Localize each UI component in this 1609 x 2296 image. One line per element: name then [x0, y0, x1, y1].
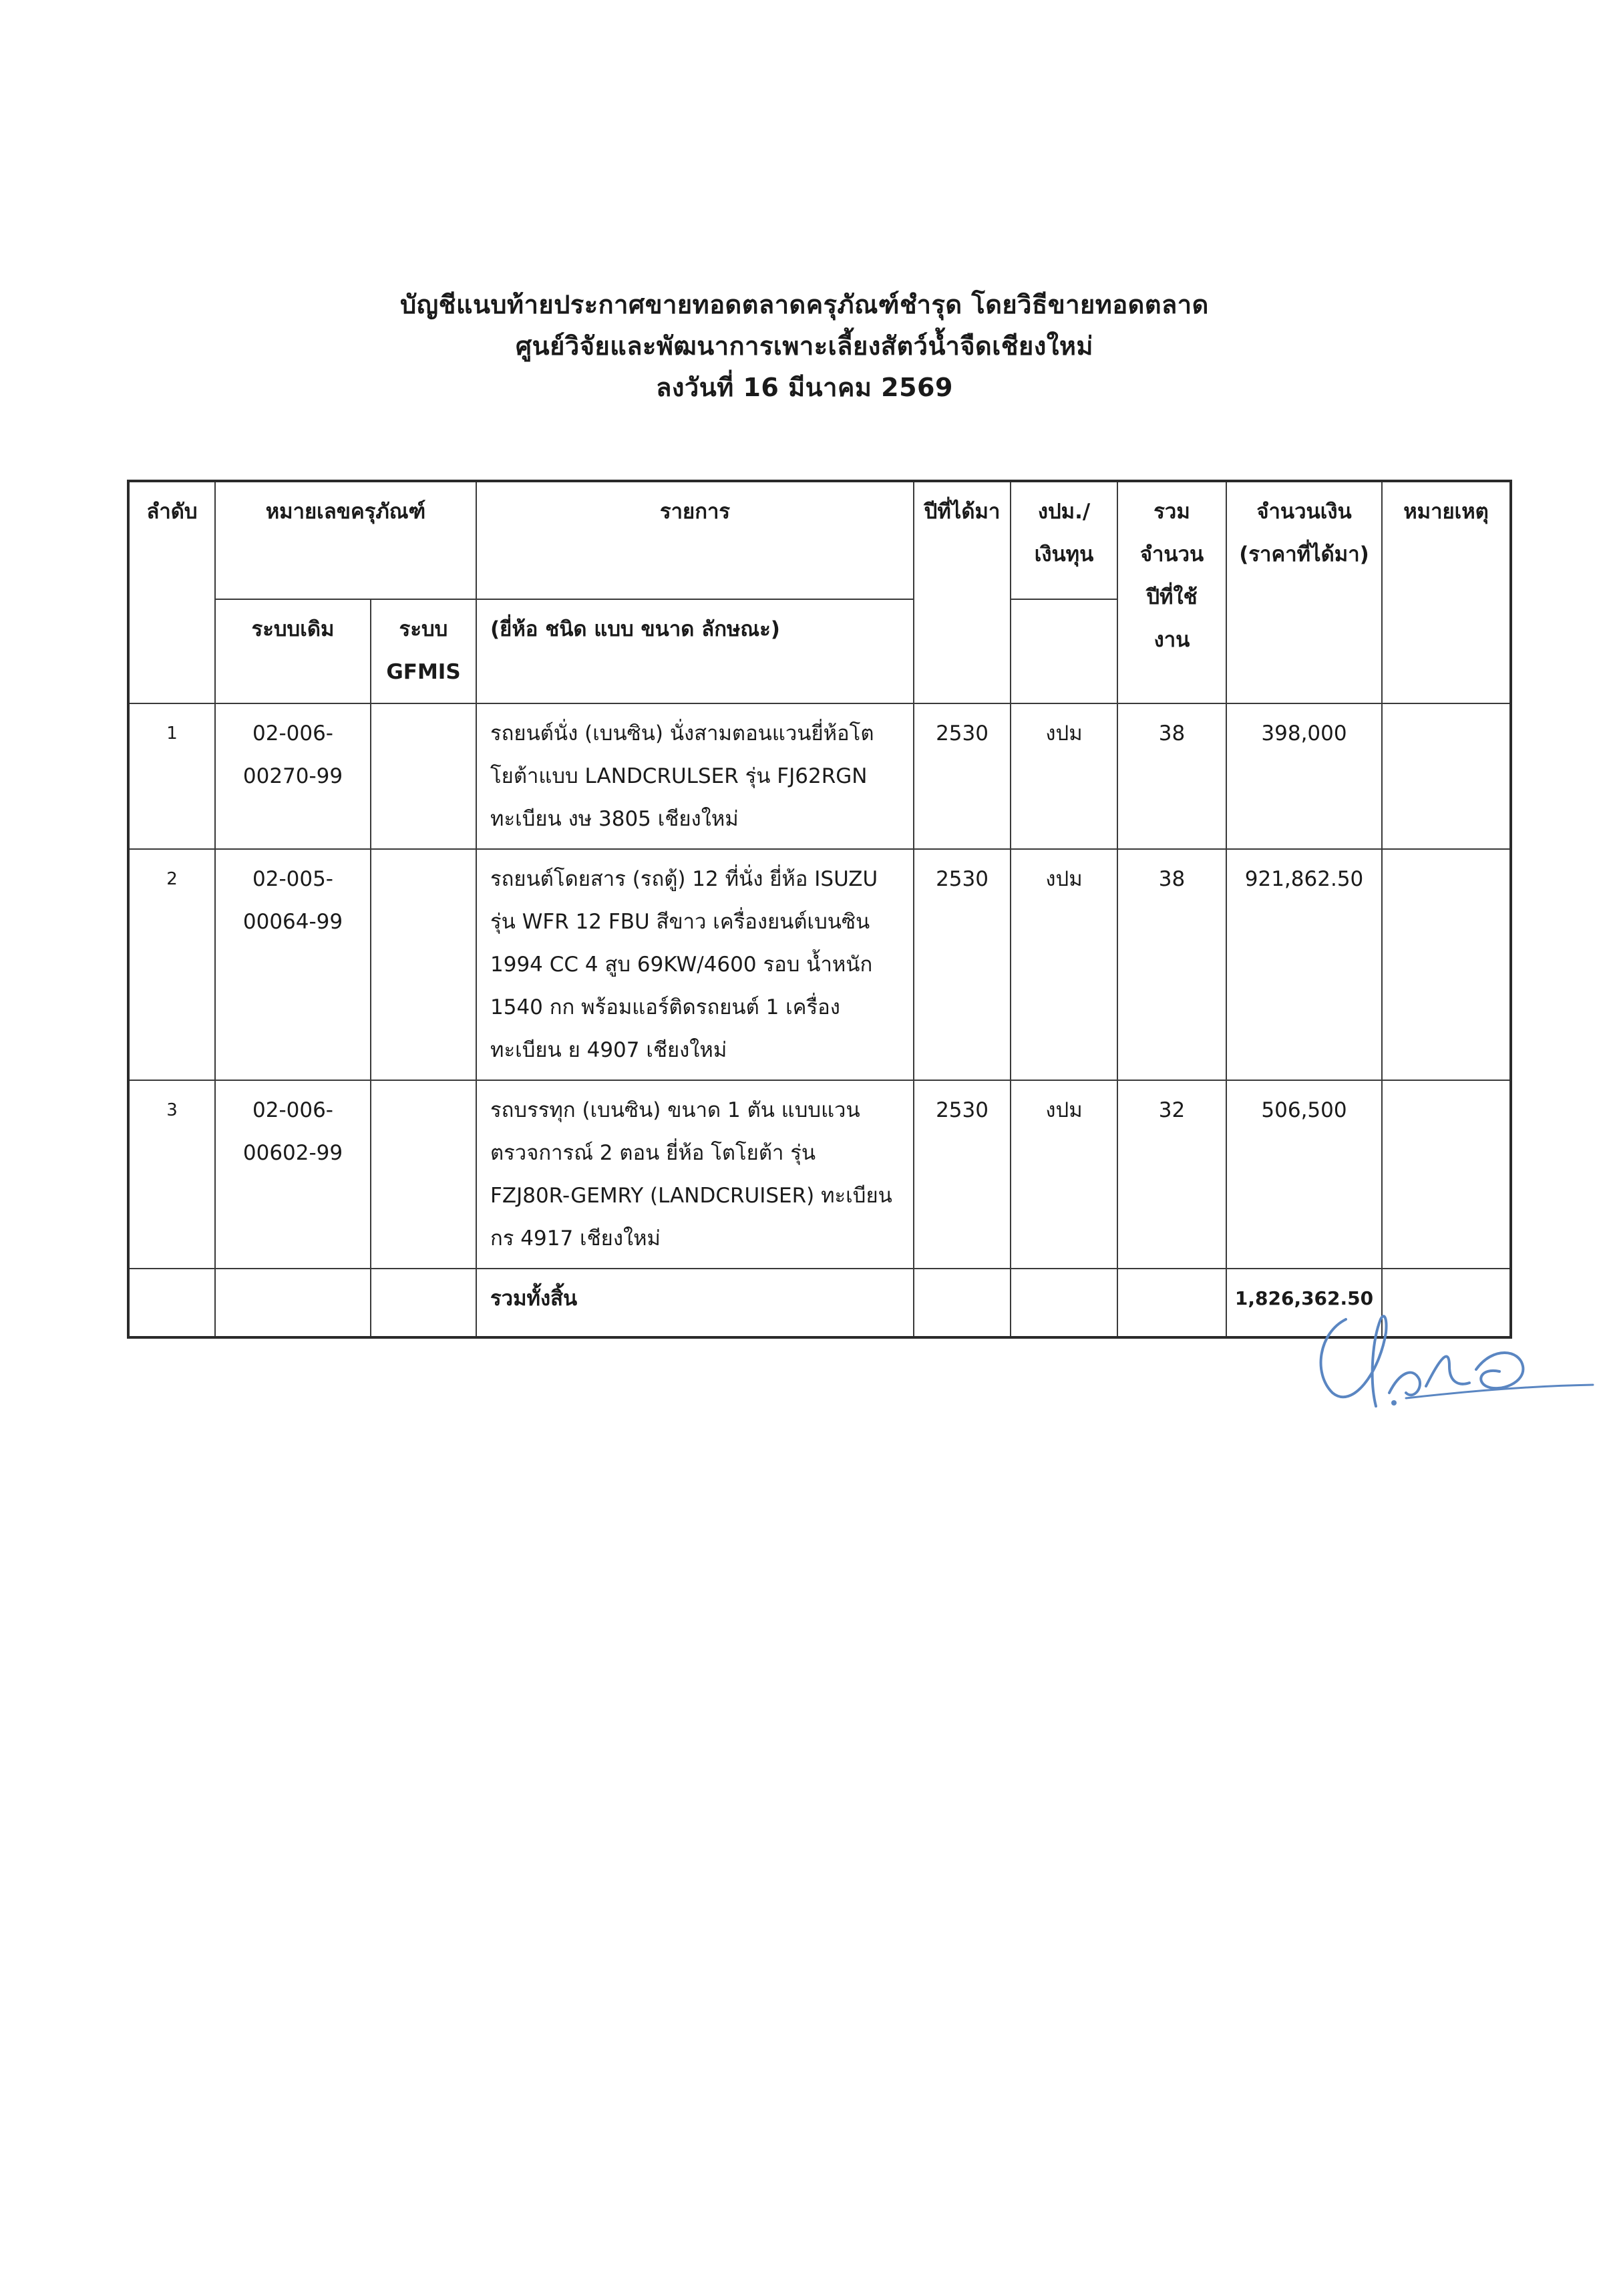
row-asset-no	[215, 849, 371, 1080]
title-line-3: ลงวันที่ 16 มีนาคม 2569	[656, 373, 953, 402]
row-years-used: 38	[1117, 703, 1226, 849]
total-label: รวมทั้งสิ้น	[476, 1269, 914, 1337]
row-amount: 921,862.50	[1226, 849, 1382, 1080]
header-row-top	[128, 481, 1511, 599]
header-budget	[1011, 481, 1117, 599]
desc-line: โยต้าแบบ LANDCRULSER รุ่น FJ62RGN	[490, 764, 868, 788]
asset-no-part1: 02-005-	[252, 867, 333, 891]
table-row	[128, 703, 1511, 849]
row-year: 2530	[914, 1080, 1011, 1269]
total-amount: 1,826,362.50	[1226, 1269, 1382, 1337]
total-empty-years	[1117, 1269, 1226, 1337]
row-seq: 2	[128, 849, 215, 1080]
row-amount: 398,000	[1226, 703, 1382, 849]
desc-line: รุ่น WFR 12 FBU สีขาว เครื่องยนต์เบนซิน	[490, 910, 870, 934]
header-item: รายการ	[476, 481, 914, 599]
row-gfmis	[371, 703, 476, 849]
header-amount	[1226, 481, 1382, 703]
header-seq: ลำดับ	[128, 481, 215, 703]
total-row	[128, 1269, 1511, 1337]
row-remark	[1382, 703, 1511, 849]
asset-no-part1: 02-006-	[252, 721, 333, 746]
header-gfmis	[371, 599, 476, 703]
row-description	[476, 1080, 914, 1269]
title-line-1: บัญชีแนบท้ายประกาศขายทอดตลาดครุภัณฑ์ชำรุด โดยวิธีขายทอดตลาด	[400, 290, 1209, 319]
row-description	[476, 849, 914, 1080]
table-row	[128, 849, 1511, 1080]
row-budget: งปม	[1011, 703, 1117, 849]
header-old-system: ระบบเดิม	[215, 599, 371, 703]
row-seq: 3	[128, 1080, 215, 1269]
row-gfmis	[371, 1080, 476, 1269]
header-item-detail: (ยี่ห้อ ชนิด แบบ ขนาด ลักษณะ)	[476, 599, 914, 703]
total-empty-seq	[128, 1269, 215, 1337]
asset-no-part2: 00602-99	[242, 1141, 343, 1165]
desc-line: รถบรรทุก (เบนซิน) ขนาด 1 ตัน แบบแวน	[490, 1098, 860, 1122]
row-description	[476, 703, 914, 849]
header-gfmis-line2: GFMIS	[386, 660, 461, 684]
desc-line: ทะเบียน งษ 3805 เชียงใหม่	[490, 807, 739, 831]
asset-no-part1: 02-006-	[252, 1098, 333, 1122]
header-years-line3: ปีที่ใช้	[1146, 585, 1198, 609]
row-gfmis	[371, 849, 476, 1080]
row-budget: งปม	[1011, 849, 1117, 1080]
total-empty-gfmis	[371, 1269, 476, 1337]
desc-line: กร 4917 เชียงใหม่	[490, 1226, 661, 1251]
header-year: ปีที่ได้มา	[914, 481, 1011, 703]
row-budget: งปม	[1011, 1080, 1117, 1269]
desc-line: ทะเบียน ย 4907 เชียงใหม่	[490, 1038, 727, 1062]
desc-line: FZJ80R-GEMRY (LANDCRUISER) ทะเบียน	[490, 1184, 892, 1208]
total-empty-budget	[1011, 1269, 1117, 1337]
header-remark: หมายเหตุ	[1382, 481, 1511, 703]
header-gfmis-line1: ระบบ	[399, 617, 448, 641]
document-title	[0, 284, 1609, 408]
asset-no-part2: 00064-99	[242, 910, 343, 934]
title-line-2: ศูนย์วิจัยและพัฒนาการเพาะเลี้ยงสัตว์น้ำจืดเชียงใหม่	[516, 331, 1093, 361]
signature-image	[1306, 1293, 1600, 1426]
row-year: 2530	[914, 849, 1011, 1080]
desc-line: 1994 CC 4 สูบ 69KW/4600 รอบ น้ำหนัก	[490, 953, 873, 977]
desc-line: รถยนต์โดยสาร (รถตู้) 12 ที่นั่ง ยี่ห้อ ISUZU	[490, 867, 878, 891]
row-year: 2530	[914, 703, 1011, 849]
row-remark	[1382, 849, 1511, 1080]
header-budget-empty	[1011, 599, 1117, 703]
row-seq: 1	[128, 703, 215, 849]
table-row	[128, 1080, 1511, 1269]
desc-line: ตรวจการณ์ 2 ตอน ยี่ห้อ โตโยต้า รุ่น	[490, 1141, 816, 1165]
row-amount: 506,500	[1226, 1080, 1382, 1269]
row-asset-no	[215, 703, 371, 849]
total-empty-asset	[215, 1269, 371, 1337]
row-years-used: 38	[1117, 849, 1226, 1080]
header-years-line1: รวม	[1153, 500, 1190, 524]
header-years-line4: งาน	[1153, 628, 1190, 652]
header-budget-line2: เงินทุน	[1034, 542, 1094, 566]
row-years-used: 32	[1117, 1080, 1226, 1269]
header-amount-line2: (ราคาที่ได้มา)	[1239, 542, 1369, 566]
asset-table	[127, 480, 1512, 1339]
row-remark	[1382, 1080, 1511, 1269]
row-asset-no	[215, 1080, 371, 1269]
header-budget-line1: งปม./	[1037, 500, 1091, 524]
header-years-line2: จำนวน	[1139, 542, 1204, 566]
header-years-used	[1117, 481, 1226, 703]
asset-no-part2: 00270-99	[242, 764, 343, 788]
header-amount-line1: จำนวนเงิน	[1256, 500, 1352, 524]
header-asset-no: หมายเลขครุภัณฑ์	[215, 481, 476, 599]
total-empty-year	[914, 1269, 1011, 1337]
desc-line: รถยนต์นั่ง (เบนซิน) นั่งสามตอนแวนยี่ห้อโต	[490, 721, 874, 746]
desc-line: 1540 กก พร้อมแอร์ติดรถยนต์ 1 เครื่อง	[490, 995, 840, 1019]
